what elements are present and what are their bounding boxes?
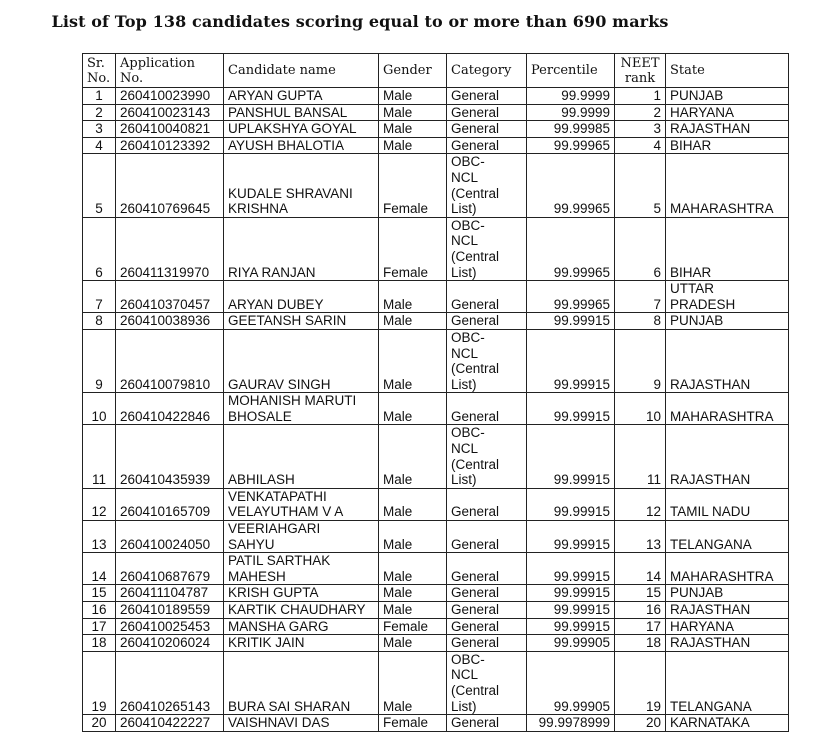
cell-state: HARYANA <box>666 618 789 635</box>
cell-application-no: 260411319970 <box>116 217 224 280</box>
cell-neet-rank: 9 <box>615 329 666 392</box>
cell-neet-rank: 4 <box>615 137 666 154</box>
cell-candidate-name: ARYAN GUPTA <box>224 88 379 105</box>
cell-neet-rank: 10 <box>615 393 666 425</box>
cell-state: TAMIL NADU <box>666 488 789 520</box>
cell-category: General <box>447 281 527 313</box>
cell-category: General <box>447 602 527 619</box>
cell-percentile: 99.99915 <box>527 618 615 635</box>
cell-state: KARNATAKA <box>666 715 789 732</box>
cell-state: RAJASTHAN <box>666 425 789 488</box>
cell-percentile: 99.99915 <box>527 425 615 488</box>
cell-candidate-name: MANSHA GARG <box>224 618 379 635</box>
cell-gender: Male <box>379 635 447 652</box>
cell-application-no: 260410038936 <box>116 313 224 330</box>
cell-category: OBC- NCL (Central List) <box>447 425 527 488</box>
cell-sr-no: 11 <box>83 425 116 488</box>
cell-sr-no: 9 <box>83 329 116 392</box>
cell-candidate-name: RIYA RANJAN <box>224 217 379 280</box>
cell-candidate-name: VAISHNAVI DAS <box>224 715 379 732</box>
cell-category: General <box>447 618 527 635</box>
table-row <box>83 393 789 425</box>
table-row <box>83 488 789 520</box>
cell-state: BIHAR <box>666 217 789 280</box>
cell-application-no: 260410023990 <box>116 88 224 105</box>
cell-candidate-name: BURA SAI SHARAN <box>224 651 379 714</box>
cell-gender: Male <box>379 602 447 619</box>
cell-gender: Male <box>379 281 447 313</box>
cell-percentile: 99.99915 <box>527 393 615 425</box>
cell-gender: Male <box>379 425 447 488</box>
cell-neet-rank: 2 <box>615 104 666 121</box>
cell-sr-no: 14 <box>83 553 116 585</box>
cell-application-no: 260410687679 <box>116 553 224 585</box>
table-row <box>83 329 789 392</box>
cell-gender: Male <box>379 488 447 520</box>
cell-category: General <box>447 553 527 585</box>
cell-candidate-name: AYUSH BHALOTIA <box>224 137 379 154</box>
cell-candidate-name: GAURAV SINGH <box>224 329 379 392</box>
cell-gender: Male <box>379 121 447 138</box>
cell-neet-rank: 16 <box>615 602 666 619</box>
table-row <box>83 137 789 154</box>
cell-category: OBC- NCL (Central List) <box>447 329 527 392</box>
cell-candidate-name: ABHILASH <box>224 425 379 488</box>
cell-state: PUNJAB <box>666 313 789 330</box>
table-header-row <box>83 54 789 88</box>
cell-neet-rank: 6 <box>615 217 666 280</box>
cell-neet-rank: 12 <box>615 488 666 520</box>
cell-sr-no: 20 <box>83 715 116 732</box>
cell-application-no: 260410769645 <box>116 154 224 217</box>
cell-candidate-name: VENKATAPATHI VELAYUTHAM V A <box>224 488 379 520</box>
cell-category: OBC- NCL (Central List) <box>447 154 527 217</box>
cell-neet-rank: 14 <box>615 553 666 585</box>
cell-state: RAJASTHAN <box>666 602 789 619</box>
cell-state: MAHARASHTRA <box>666 553 789 585</box>
cell-candidate-name: KRITIK JAIN <box>224 635 379 652</box>
cell-category: General <box>447 635 527 652</box>
cell-application-no: 260410422227 <box>116 715 224 732</box>
cell-gender: Male <box>379 393 447 425</box>
cell-sr-no: 13 <box>83 521 116 553</box>
cell-neet-rank: 18 <box>615 635 666 652</box>
table-row <box>83 425 789 488</box>
cell-category: General <box>447 488 527 520</box>
cell-sr-no: 6 <box>83 217 116 280</box>
cell-candidate-name: GEETANSH SARIN <box>224 313 379 330</box>
cell-sr-no: 8 <box>83 313 116 330</box>
cell-percentile: 99.99915 <box>527 521 615 553</box>
cell-category: General <box>447 521 527 553</box>
cell-application-no: 260410040821 <box>116 121 224 138</box>
cell-neet-rank: 8 <box>615 313 666 330</box>
candidates-table <box>82 53 789 732</box>
cell-application-no: 260410165709 <box>116 488 224 520</box>
cell-application-no: 260410422846 <box>116 393 224 425</box>
cell-category: General <box>447 393 527 425</box>
cell-state: TELANGANA <box>666 521 789 553</box>
cell-gender: Male <box>379 104 447 121</box>
cell-application-no: 260410123392 <box>116 137 224 154</box>
cell-gender: Male <box>379 137 447 154</box>
cell-neet-rank: 11 <box>615 425 666 488</box>
header-application-no: Application No. <box>116 54 224 88</box>
cell-category: General <box>447 715 527 732</box>
cell-application-no: 260410206024 <box>116 635 224 652</box>
cell-gender: Male <box>379 88 447 105</box>
header-candidate-name: Candidate name <box>224 54 379 88</box>
cell-sr-no: 19 <box>83 651 116 714</box>
cell-state: RAJASTHAN <box>666 329 789 392</box>
table-row <box>83 618 789 635</box>
cell-category: General <box>447 585 527 602</box>
cell-sr-no: 2 <box>83 104 116 121</box>
page-title: List of Top 138 candidates scoring equal to or more than 690 marks <box>51 12 669 31</box>
table-row <box>83 154 789 217</box>
cell-percentile: 99.9999 <box>527 88 615 105</box>
cell-category: OBC- NCL (Central List) <box>447 217 527 280</box>
header-state: State <box>666 54 789 88</box>
cell-candidate-name: UPLAKSHYA GOYAL <box>224 121 379 138</box>
cell-neet-rank: 3 <box>615 121 666 138</box>
table-row <box>83 635 789 652</box>
table-row <box>83 88 789 105</box>
cell-percentile: 99.99915 <box>527 602 615 619</box>
cell-neet-rank: 1 <box>615 88 666 105</box>
table-row <box>83 521 789 553</box>
cell-state: TELANGANA <box>666 651 789 714</box>
cell-gender: Male <box>379 651 447 714</box>
cell-state: RAJASTHAN <box>666 121 789 138</box>
cell-neet-rank: 13 <box>615 521 666 553</box>
table-row <box>83 715 789 732</box>
table-row <box>83 585 789 602</box>
cell-state: MAHARASHTRA <box>666 154 789 217</box>
cell-application-no: 260410025453 <box>116 618 224 635</box>
cell-candidate-name: KARTIK CHAUDHARY <box>224 602 379 619</box>
cell-state: PUNJAB <box>666 585 789 602</box>
header-gender: Gender <box>379 54 447 88</box>
cell-gender: Male <box>379 585 447 602</box>
cell-gender: Male <box>379 553 447 585</box>
cell-application-no: 260410435939 <box>116 425 224 488</box>
table-row <box>83 121 789 138</box>
cell-state: PUNJAB <box>666 88 789 105</box>
cell-candidate-name: PATIL SARTHAK MAHESH <box>224 553 379 585</box>
cell-category: General <box>447 137 527 154</box>
cell-application-no: 260410024050 <box>116 521 224 553</box>
cell-sr-no: 7 <box>83 281 116 313</box>
cell-gender: Female <box>379 154 447 217</box>
cell-gender: Female <box>379 217 447 280</box>
header-category: Category <box>447 54 527 88</box>
cell-gender: Male <box>379 521 447 553</box>
cell-percentile: 99.99965 <box>527 217 615 280</box>
cell-sr-no: 4 <box>83 137 116 154</box>
cell-category: General <box>447 104 527 121</box>
cell-category: General <box>447 88 527 105</box>
cell-state: BIHAR <box>666 137 789 154</box>
cell-sr-no: 10 <box>83 393 116 425</box>
table-row <box>83 313 789 330</box>
cell-percentile: 99.9999 <box>527 104 615 121</box>
cell-sr-no: 3 <box>83 121 116 138</box>
table-row <box>83 602 789 619</box>
cell-application-no: 260410079810 <box>116 329 224 392</box>
cell-percentile: 99.99915 <box>527 553 615 585</box>
cell-percentile: 99.99965 <box>527 281 615 313</box>
table-row <box>83 553 789 585</box>
table-row <box>83 104 789 121</box>
header-percentile: Percentile <box>527 54 615 88</box>
cell-sr-no: 12 <box>83 488 116 520</box>
cell-state: MAHARASHTRA <box>666 393 789 425</box>
cell-sr-no: 16 <box>83 602 116 619</box>
cell-state: RAJASTHAN <box>666 635 789 652</box>
cell-gender: Female <box>379 618 447 635</box>
cell-sr-no: 1 <box>83 88 116 105</box>
cell-percentile: 99.99915 <box>527 329 615 392</box>
cell-sr-no: 17 <box>83 618 116 635</box>
cell-percentile: 99.99915 <box>527 585 615 602</box>
cell-candidate-name: ARYAN DUBEY <box>224 281 379 313</box>
cell-percentile: 99.99905 <box>527 651 615 714</box>
cell-neet-rank: 5 <box>615 154 666 217</box>
cell-gender: Male <box>379 329 447 392</box>
cell-category: General <box>447 313 527 330</box>
cell-candidate-name: VEERIAHGARI SAHYU <box>224 521 379 553</box>
cell-percentile: 99.99915 <box>527 488 615 520</box>
cell-state: UTTAR PRADESH <box>666 281 789 313</box>
cell-sr-no: 18 <box>83 635 116 652</box>
cell-candidate-name: KUDALE SHRAVANI KRISHNA <box>224 154 379 217</box>
cell-neet-rank: 15 <box>615 585 666 602</box>
table-row <box>83 281 789 313</box>
header-sr-no: Sr. No. <box>83 54 116 88</box>
cell-gender: Male <box>379 313 447 330</box>
cell-state: HARYANA <box>666 104 789 121</box>
cell-neet-rank: 19 <box>615 651 666 714</box>
cell-gender: Female <box>379 715 447 732</box>
cell-percentile: 99.99985 <box>527 121 615 138</box>
cell-percentile: 99.99905 <box>527 635 615 652</box>
table-row <box>83 217 789 280</box>
cell-neet-rank: 20 <box>615 715 666 732</box>
cell-percentile: 99.99965 <box>527 154 615 217</box>
cell-application-no: 260410265143 <box>116 651 224 714</box>
cell-neet-rank: 7 <box>615 281 666 313</box>
cell-application-no: 260410023143 <box>116 104 224 121</box>
cell-application-no: 260410189559 <box>116 602 224 619</box>
cell-percentile: 99.99915 <box>527 313 615 330</box>
cell-percentile: 99.9978999 <box>527 715 615 732</box>
cell-percentile: 99.99965 <box>527 137 615 154</box>
cell-category: General <box>447 121 527 138</box>
cell-application-no: 260411104787 <box>116 585 224 602</box>
cell-candidate-name: MOHANISH MARUTI BHOSALE <box>224 393 379 425</box>
table-row <box>83 651 789 714</box>
cell-sr-no: 5 <box>83 154 116 217</box>
cell-candidate-name: PANSHUL BANSAL <box>224 104 379 121</box>
cell-category: OBC- NCL (Central List) <box>447 651 527 714</box>
cell-sr-no: 15 <box>83 585 116 602</box>
cell-candidate-name: KRISH GUPTA <box>224 585 379 602</box>
cell-application-no: 260410370457 <box>116 281 224 313</box>
cell-neet-rank: 17 <box>615 618 666 635</box>
header-neet-rank: NEET rank <box>615 54 666 88</box>
